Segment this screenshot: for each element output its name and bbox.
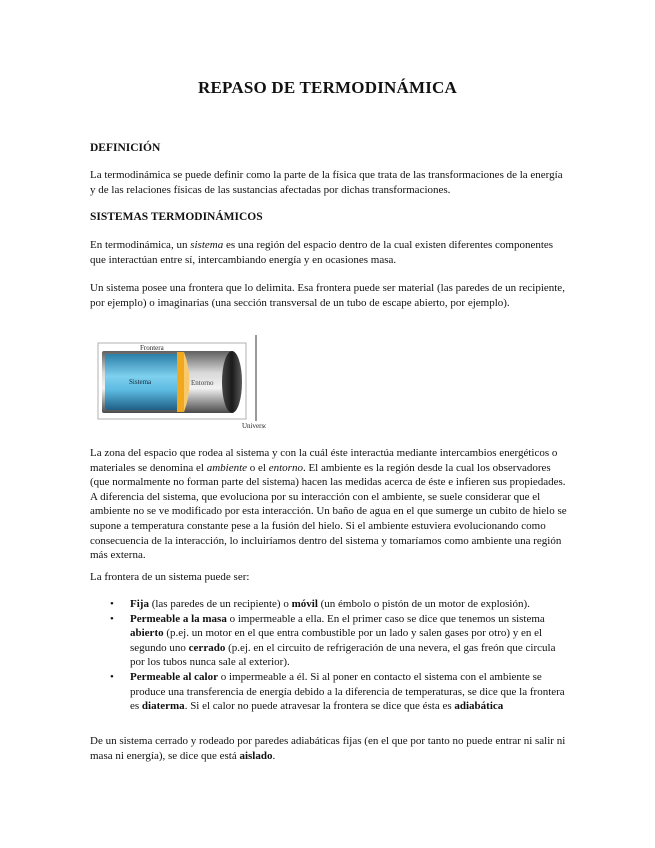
system-diagram (96, 335, 266, 430)
system-diagram-svg (96, 335, 266, 430)
paragraph-aislado: De un sistema cerrado y rodeado por paredes adiabáticas fijas (en el que por tanto no puede entrar ni salir ni masa ni energía), se dice que está aislado. (90, 735, 566, 762)
term-aislado: aislado (239, 749, 273, 762)
heading-sistemas: SISTEMAS TERMODINÁMICOS (90, 211, 263, 223)
paragraph-definicion: La termodinámica se puede definir como la parte de la física que trata de las transformaciones de la energía y de las relaciones físicas de las sustancias afectadas por dichas transformaciones. (90, 169, 563, 196)
boundary-band (177, 352, 184, 412)
label-sistema: Sistema (129, 378, 152, 386)
paragraph-entorno: La zona del espacio que rodea al sistema y con la cuál éste interactúa mediante intercambios energéticos o materiales se denomina el ambiente o el entorno. El ambiente es la región desde la cual los observadores (que normalmente no forman parte del sistema) hacen las medidas acerca de éste e infieren sus propiedades. A diferencia del sistema, que evoluciona por su interacción con el ambiente, se suele considerar que el ambiente no se ve modificado por esta interacción. Un baño de agua en el que sumerge un cubito de hielo se supone a temperatura constante pese a la fusión del hielo. Si el ambiente estuviera evolucionando como consecuencia de la interacción, lo incluiríamos dentro del sistema y tomaríamos como ambiente una región más externa. (90, 447, 567, 562)
bullet-icon: • (110, 670, 114, 683)
cylinder-end-cap (222, 351, 242, 413)
term-ambiente: ambiente (206, 461, 248, 474)
heading-definicion: DEFINICIÓN (90, 142, 161, 154)
bullet-icon: • (110, 598, 114, 610)
term-sistema: sistema (190, 239, 224, 251)
boundary-types-list (90, 597, 570, 714)
bullet-icon: • (110, 612, 114, 625)
label-universo: Universo (242, 422, 266, 430)
paragraph-frontera-tipos: La frontera de un sistema puede ser: (90, 571, 250, 583)
page-title: REPASO DE TERMODINÁMICA (198, 78, 457, 97)
paragraph-sistema-definicion: En termodinámica, un sistema es una región del espacio dentro de la cual existen diferentes componentes que interactúan entre sí, intercambiando energía y en ocasiones masa. (90, 239, 554, 266)
paragraph-frontera: Un sistema posee una frontera que lo delimita. Esa frontera puede ser material (las paredes de un recipiente, por ejemplo) o imaginarias (una sección transversal de un tubo de escape abierto, por ejemplo). (90, 282, 565, 309)
label-frontera: Frontera (140, 344, 164, 352)
term-entorno: entorno (268, 461, 303, 474)
label-entorno: Entorno (191, 379, 214, 387)
list-item-fija: • Fija (las paredes de un recipiente) o móvil (un émbolo o pistón de un motor de explosión). (110, 598, 530, 610)
list-item-permeable-calor: • Permeable al calor o impermeable a él. Si al poner en contacto el sistema con el ambiente se produce una transferencia de energía debido a la diferencia de temperaturas, se dice que la frontera es diaterma. Si el calor no puede atravesar la frontera se dice que ésta es adiabática (110, 670, 565, 713)
list-item-permeable-masa: • Permeable a la masa o impermeable a ella. En el primer caso se dice que tenemos un sistema abierto (p.ej. un motor en el que entra combustible por un lado y salen gases por otro) y en el segundo uno cerrado (p.ej. en el circuito de refrigeración de una nevera, el gas freón que circula por los tubos nunca sale al exterior). (110, 612, 556, 669)
